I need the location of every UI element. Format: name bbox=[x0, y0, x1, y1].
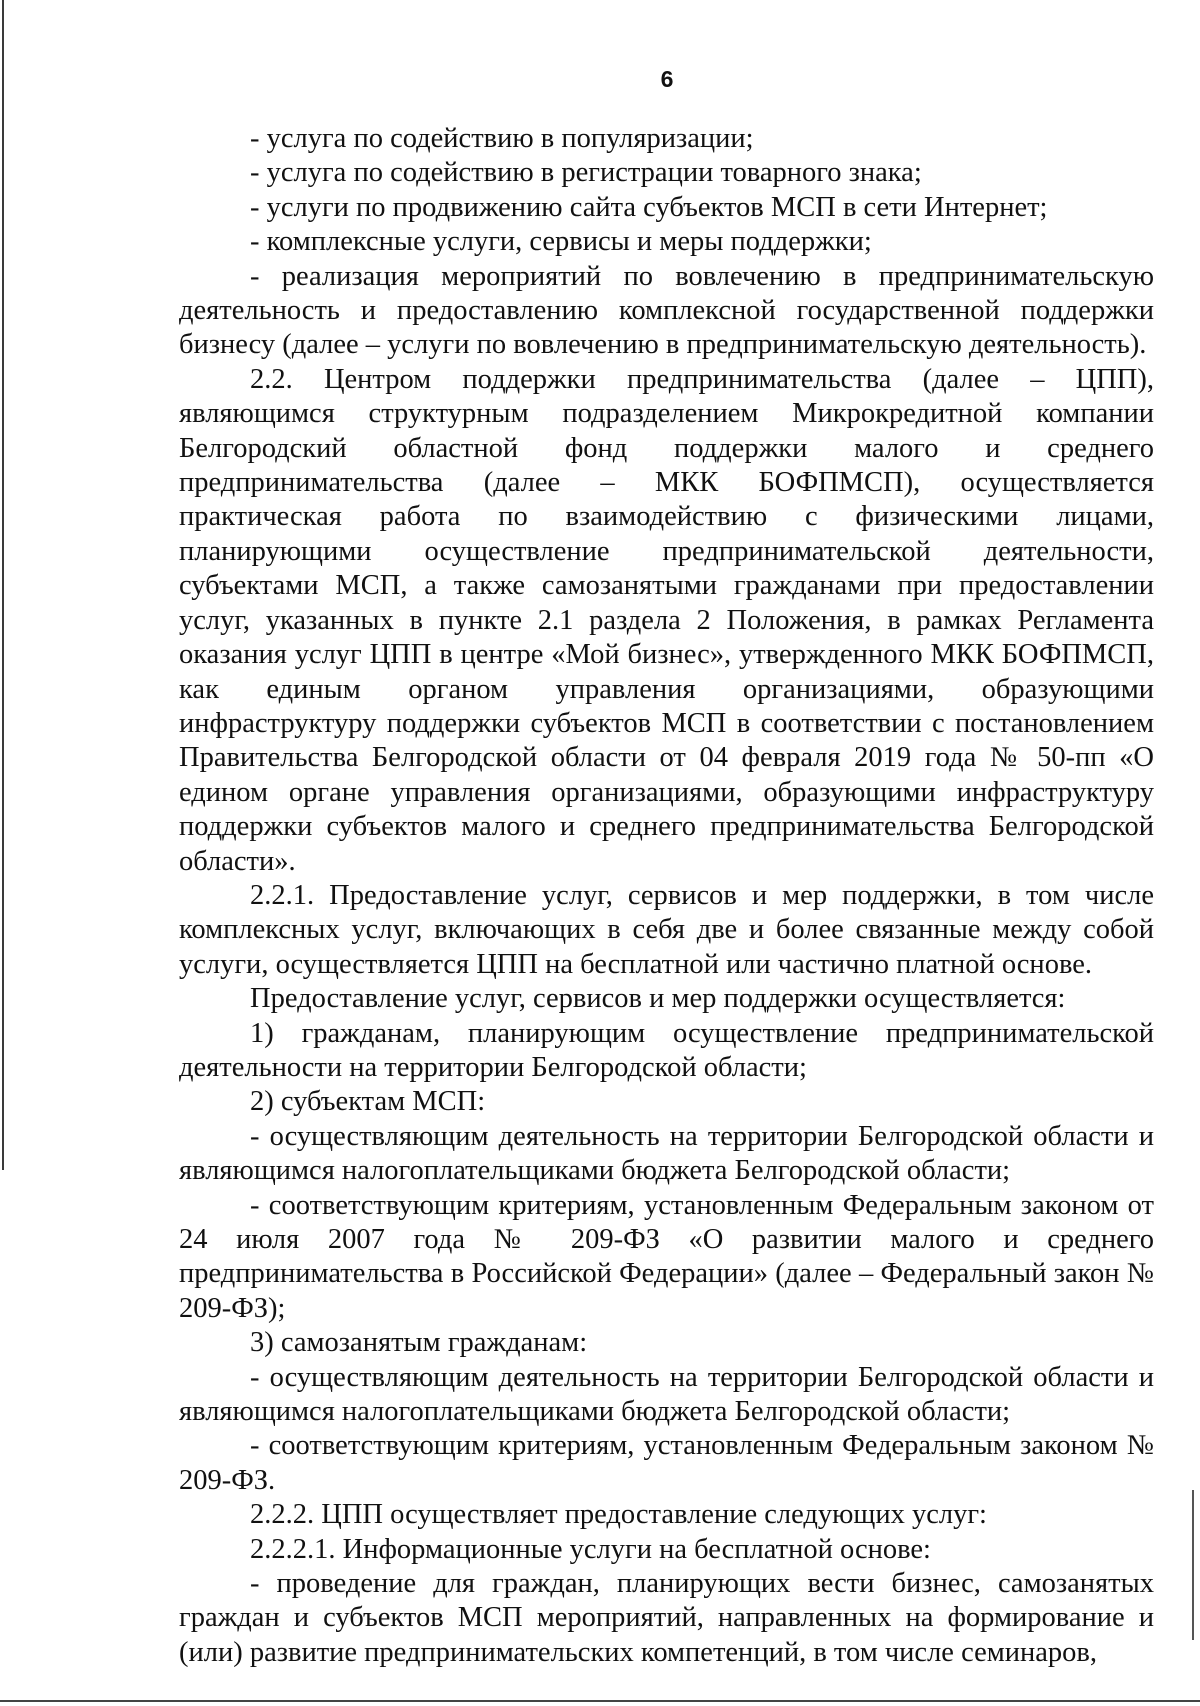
paragraph-2-2-2-1: 2.2.2.1. Информационные услуги на бесплатной основе: bbox=[250, 1533, 931, 1565]
paragraph-bullet-website-promotion: - услуги по продвижению сайта субъектов МСП в сети Интернет; bbox=[250, 191, 1048, 223]
page-number: 6 bbox=[660, 66, 674, 92]
paragraph-bullet-popularization: - услуга по содействию в популяризации; bbox=[250, 123, 754, 154]
paragraph-recipients-msp: 2) субъектам МСП: bbox=[250, 1086, 486, 1118]
paragraph-self-employed-criteria: - соответствующим критериям, установленным Федеральным законом № 209-ФЗ. bbox=[179, 1430, 1154, 1496]
scan-edge-bottom bbox=[0, 1700, 1200, 1702]
paragraph-2-2-2: 2.2.2. ЦПП осуществляет предоставление следующих услуг: bbox=[250, 1499, 987, 1531]
paragraph-bullet-involvement: - реализация мероприятий по вовлечению в предпринимательскую деятельность и предоставлению комплексной государственной поддержки бизнесу (далее – услуги по вовлечению в предпринимательскую деятельность). bbox=[179, 260, 1154, 361]
paragraph-2-2-1: 2.2.1. Предоставление услуг, сервисов и мер поддержки, в том числе комплексных услуг, включающих в себя две и более связанные между собой услуги, осуществляется ЦПП на бесплатной или частично платной основе. bbox=[179, 879, 1154, 980]
paragraph-2-2: 2.2. Центром поддержки предпринимательства (далее – ЦПП), являющимся структурным подразделением Микрокредитной компании Белгородский областной фонд поддержки малого и среднего предпринимательства (далее – МКК БОФПМСП), осуществляется практическая работа по взаимодействию с физическими лицами, планирующими осуществление предпринимательской деятельности, субъектами МСП, а также самозанятыми гражданами при предоставлении услуг, указанных в пункте 2.1 раздела 2 Положения, в рамках Регламента оказания услуг ЦПП в центре «Мой бизнес», утвержденного МКК БОФПМСП, как единым органом управления организациями, образующими инфраструктуру поддержки субъектов МСП в соответствии с постановлением Правительства Белгородской области от 04 февраля 2019 года № 50-пп «О едином органе управления организациями, образующими инфраструктуру поддержки субъектов малого и среднего предпринимательства Белгородской области». bbox=[179, 363, 1154, 877]
paragraph-recipients-self-employed: 3) самозанятым гражданам: bbox=[250, 1327, 588, 1359]
paragraph-msp-territory: - осуществляющим деятельность на территории Белгородской области и являющимся налогоплательщиками бюджета Белгородской области; bbox=[179, 1120, 1154, 1187]
scan-edge-left bbox=[2, 0, 4, 1170]
paragraph-msp-criteria: - соответствующим критериям, установленным Федеральным законом от 24 июля 2007 года № 209-ФЗ «О развитии малого и среднего предпринимательства в Российской Федерации» (далее – Федеральный закон № 209-ФЗ); bbox=[179, 1189, 1154, 1324]
paragraph-bullet-complex-services: - комплексные услуги, сервисы и меры поддержки; bbox=[250, 226, 872, 258]
document-body bbox=[179, 122, 1154, 1670]
paragraph-bullet-trademark: - услуга по содействию в регистрации товарного знака; bbox=[250, 157, 922, 189]
scan-edge-right bbox=[1192, 1490, 1194, 1640]
paragraph-recipients-citizens: 1) гражданам, планирующим осуществление предпринимательской деятельности на территории Белгородской области; bbox=[179, 1017, 1154, 1083]
paragraph-bullet-events: - проведение для граждан, планирующих вести бизнес, самозанятых граждан и субъектов МСП мероприятий, направленных на формирование и (или) развитие предпринимательских компетенций, в том числе семинаров, bbox=[179, 1568, 1154, 1668]
paragraph-self-employed-territory: - осуществляющим деятельность на территории Белгородской области и являющимся налогоплательщиками бюджета Белгородской области; bbox=[179, 1361, 1154, 1428]
paragraph-recipients-intro: Предоставление услуг, сервисов и мер поддержки осуществляется: bbox=[250, 983, 1066, 1015]
